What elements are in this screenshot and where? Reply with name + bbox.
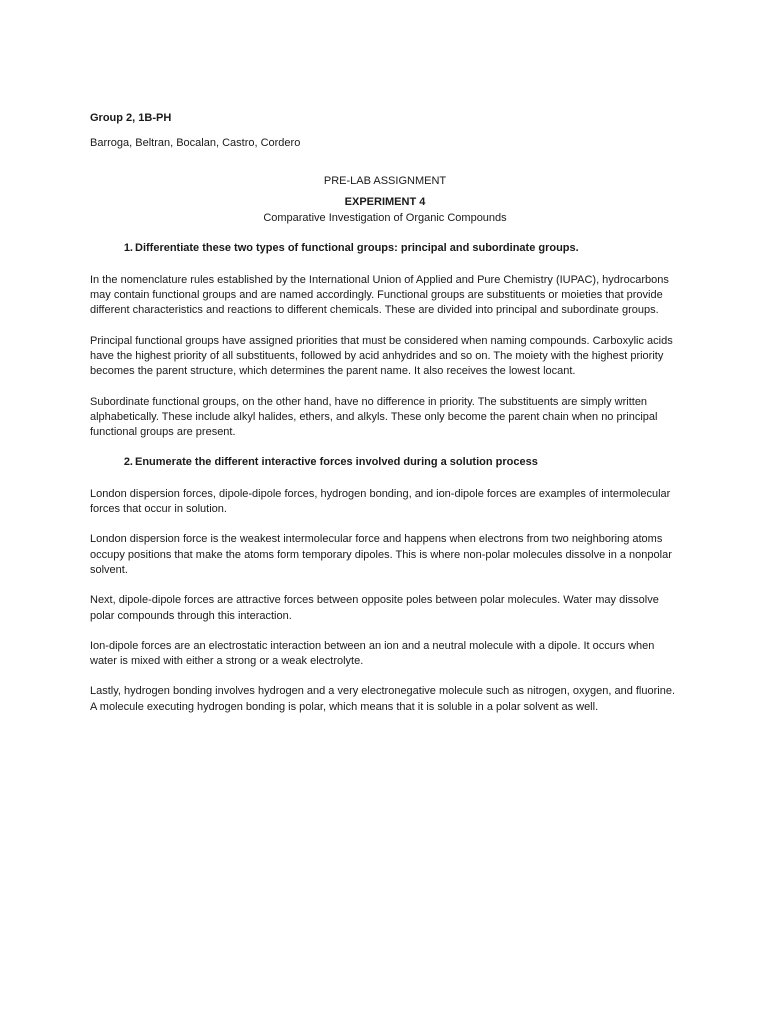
question-1 bbox=[90, 241, 680, 256]
answer-paragraph: London dispersion forces, dipole-dipole forces, hydrogen bonding, and ion-dipole forces are examples of intermolecular forces that occur in solution. bbox=[90, 487, 671, 516]
answer-paragraph: Subordinate functional groups, on the other hand, have no difference in priority. The substituents are simply written alphabetically. These include alkyl halides, ethers, and alkyls. These only become the parent chain when no principal functional groups are present. bbox=[90, 395, 658, 439]
question-number: 1. bbox=[123, 242, 133, 255]
answer-paragraph: Next, dipole-dipole forces are attractive forces between opposite poles between polar molecules. Water may dissolve polar compounds through this interaction. bbox=[90, 594, 659, 622]
experiment-title: EXPERIMENT 4 bbox=[344, 195, 426, 208]
assignment-label: PRE-LAB ASSIGNMENT bbox=[323, 174, 447, 187]
experiment-subtitle: Comparative Investigation of Organic Compounds bbox=[263, 212, 507, 225]
answer-paragraph: London dispersion force is the weakest intermolecular force and happens when electrons from two neighboring atoms occupy positions that make the atoms form temporary dipoles. This is where non-polar molecules dissolve in a nonpolar solvent. bbox=[90, 533, 672, 576]
question-number: 2. bbox=[123, 456, 133, 469]
answer-paragraph: In the nomenclature rules established by the International Union of Applied and Pure Chemistry (IUPAC), hydrocarbons may contain functional groups and are named accordingly. Functional groups are substituents or moieties that provide different characteristics and reactions to different chemicals. These are divided into principal and subordinate groups. bbox=[90, 273, 669, 317]
answer-paragraph: Lastly, hydrogen bonding involves hydrogen and a very electronegative molecule such as nitrogen, oxygen, and fluorine. A molecule executing hydrogen bonding is polar, which means that it is soluble in a polar solvent as well. bbox=[90, 685, 675, 713]
answer-paragraph: Principal functional groups have assigned priorities that must be considered when naming compounds. Carboxylic acids have the highest priority of all substituents, followed by acid anhydrides and so on. The moiety with the highest priority becomes the parent structure, which determines the parent name. It also receives the lowest locant. bbox=[90, 334, 673, 378]
document-body bbox=[90, 111, 680, 730]
question-2 bbox=[90, 455, 680, 470]
question-text: Differentiate these two types of functional groups: principal and subordinate groups. bbox=[135, 242, 579, 255]
group-label: Group 2, 1B-PH bbox=[90, 112, 172, 124]
answer-paragraph: Ion-dipole forces are an electrostatic interaction between an ion and a neutral molecule with a dipole. It occurs when water is mixed with either a strong or a weak electrolyte. bbox=[90, 639, 655, 668]
group-members: Barroga, Beltran, Bocalan, Castro, Cordero bbox=[90, 137, 301, 150]
question-text: Enumerate the different interactive forces involved during a solution process bbox=[135, 456, 538, 469]
